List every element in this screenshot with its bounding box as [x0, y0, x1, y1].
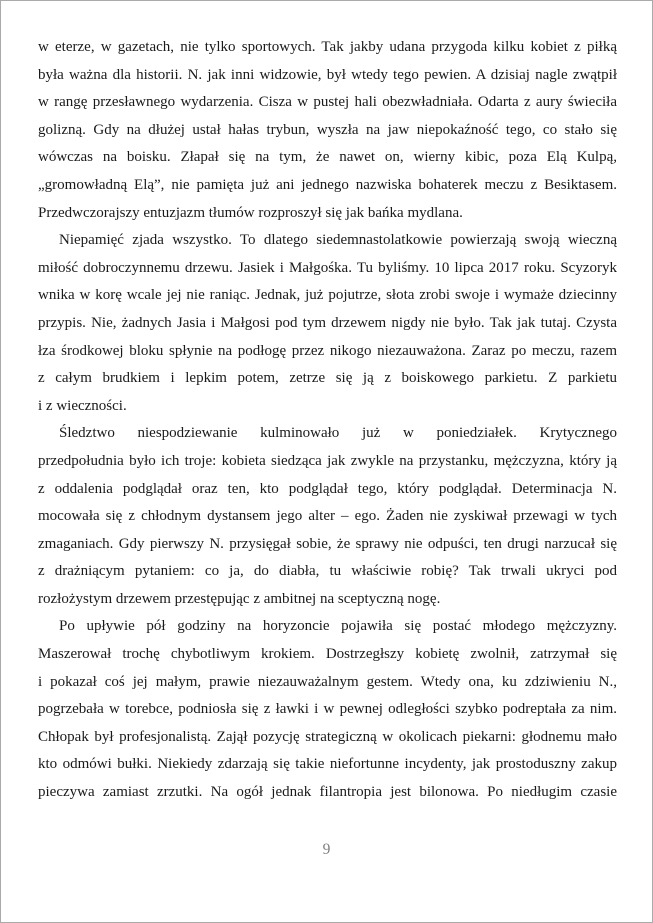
page-footer — [1, 841, 652, 859]
text-line: kto odmówi bułki. Niekiedy zdarzają się takie niefortunne incydenty, jak prostoduszny zakup — [38, 756, 617, 773]
text-line: z całym brudkiem i lepkim potem, zetrze się ją z boiskowego parkietu. Z parkietu — [38, 370, 617, 387]
text-line: pieczywa zamiast zrzutki. Na ogół jednak filantropia jest bilonowa. Po niedługim czasie — [38, 784, 617, 801]
text-line: z drażniącym pytaniem: co ja, do diabła, tu właściwie robię? Tak trwali ukryci pod — [38, 563, 617, 580]
text-line: wnika w korę wcale jej nie raniąc. Jednak, już pojutrze, słota zrobi swoje i wymaże dziecinny — [38, 287, 617, 304]
page-body-text — [38, 34, 617, 807]
text-line: łza środkowej bloku spłynie na podłogę przez nikogo niezauważona. Zaraz po meczu, razem — [38, 342, 617, 359]
text-line: Po upływie pół godziny na horyzoncie pojawiła się postać młodego mężczyzny. — [59, 618, 617, 635]
text-line: przedpołudnia było ich troje: kobieta siedząca jak zwykle na przystanku, mężczyzna, który ją — [38, 452, 617, 469]
text-line: golizną. Gdy na dłużej ustał hałas trybun, wyszła na jaw niepokaźność tego, co stało się — [38, 121, 617, 138]
text-line: „gromowładną Elą”, nie pamięta już ani jednego nazwiska bohaterek meczu z Besiktasem. — [38, 176, 617, 193]
paragraph — [38, 613, 617, 806]
page-number: 9 — [322, 841, 331, 858]
text-line: pogrzebała w torebce, podniosła się z ławki i w pewnej odległości szybko podreptała za nim. — [38, 701, 617, 718]
text-line: Chłopak był profesjonalistą. Zajął pozycję strategiczną w okolicach piekarni: głodnemu mało — [38, 728, 617, 745]
text-line: i z wieczności. — [38, 397, 127, 414]
text-line: rozłożystym drzewem przestępując z ambitnej na sceptyczną nogę. — [38, 590, 441, 607]
text-line: miłość dobroczynnemu drzewu. Jasiek i Małgośka. Tu byliśmy. 10 lipca 2017 roku. Scyzoryk — [38, 259, 617, 276]
text-line: Niepamięć zjada wszystko. To dlatego siedemnastolatkowie powierzają swoją wieczną — [59, 232, 617, 249]
text-line: i pokazał coś jej małym, prawie niezauważalnym gestem. Wtedy ona, ku zdziwieniu N., — [38, 673, 617, 690]
paragraph — [38, 34, 617, 227]
text-line: w eterze, w gazetach, nie tylko sportowych. Tak jakby udana przygoda kilku kobiet z piłką — [38, 39, 617, 55]
text-line: Maszerował trochę chybotliwym krokiem. Dostrzegłszy kobietę zwolnił, zatrzymał się — [38, 646, 617, 663]
text-line: mocowała się z chłodnym dystansem jego alter – ego. Żaden nie zyskiwał przewagi w tych — [38, 508, 617, 525]
text-line: Przedwczorajszy entuzjazm tłumów rozproszył się jak bańka mydlana. — [38, 204, 463, 221]
text-line: w rangę przesławnego wydarzenia. Cisza w pustej hali obezwładniała. Odarta z aury świeciła — [38, 94, 617, 111]
paragraph — [38, 420, 617, 613]
text-line: z oddalenia podglądał oraz ten, kto podglądał tego, który podglądał. Determinacja N. — [38, 480, 617, 497]
text-line: Śledztwo niespodziewanie kulminowało już w poniedziałek. Krytycznego — [59, 425, 617, 442]
text-line: zmaganiach. Gdy pierwszy N. przysięgał sobie, że sprawy nie odpuści, ten drugi narzucał się — [38, 535, 617, 552]
paragraph — [38, 227, 617, 420]
text-line: była ważna dla historii. N. jak inni widzowie, był wtedy tego pewien. A dzisiaj nagle zwątpił — [38, 66, 617, 83]
text-line: wówczas na boisku. Złapał się na tym, że nawet on, wierny kibic, poza Elą Kulpą, — [38, 149, 617, 166]
text-line: przypis. Nie, żadnych Jasia i Małgosi pod tym drzewem nigdy nie było. Tak jak tutaj. Czysta — [38, 314, 617, 331]
